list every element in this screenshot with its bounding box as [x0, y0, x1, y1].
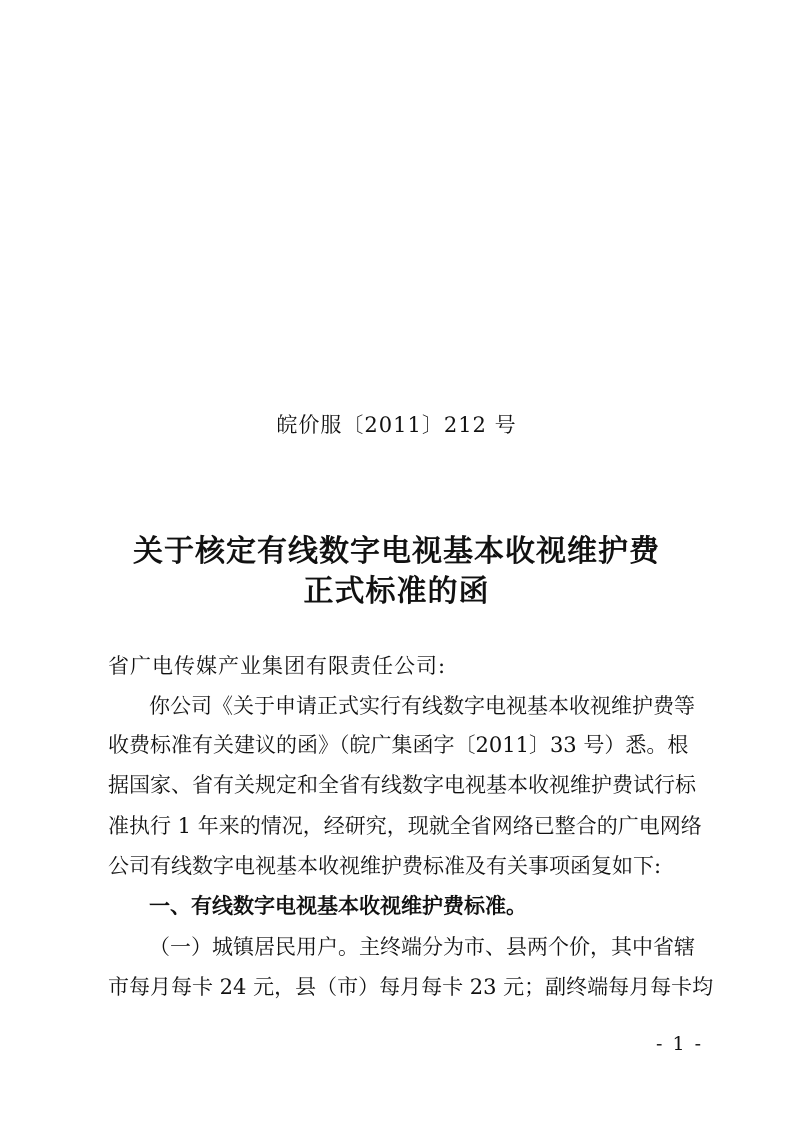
- document-title-line-2: 正式标准的函: [303, 574, 490, 609]
- body-line: 收费标准有关建议的函》（皖广集函字〔2011〕33 号）悉。根: [108, 733, 689, 757]
- body-line: 公司有线数字电视基本收视维护费标准及有关事项函复如下:: [108, 854, 662, 878]
- section-line: 市每月每卡 24 元，县（市）每月每卡 23 元；副终端每月每卡均: [108, 975, 714, 999]
- body-line: 准执行 1 年来的情况，经研究，现就全省网络已整合的广电网络: [108, 814, 702, 838]
- salutation: 省广电传媒产业集团有限责任公司:: [108, 654, 447, 678]
- document-number: 皖价服〔2011〕212 号: [276, 413, 517, 437]
- section-line: （一）城镇居民用户。主终端分为市、县两个价，其中省辖: [149, 935, 695, 959]
- document-title-line-1: 关于核定有线数字电视基本收视维护费: [133, 534, 660, 569]
- body-line: 你公司《关于申请正式实行有线数字电视基本收视维护费等: [149, 694, 695, 718]
- section-heading: 一、有线数字电视基本收视维护费标准。: [149, 894, 527, 918]
- body-line: 据国家、省有关规定和全省有线数字电视基本收视维护费试行标: [108, 773, 696, 797]
- page-number: - 1 -: [656, 1033, 704, 1055]
